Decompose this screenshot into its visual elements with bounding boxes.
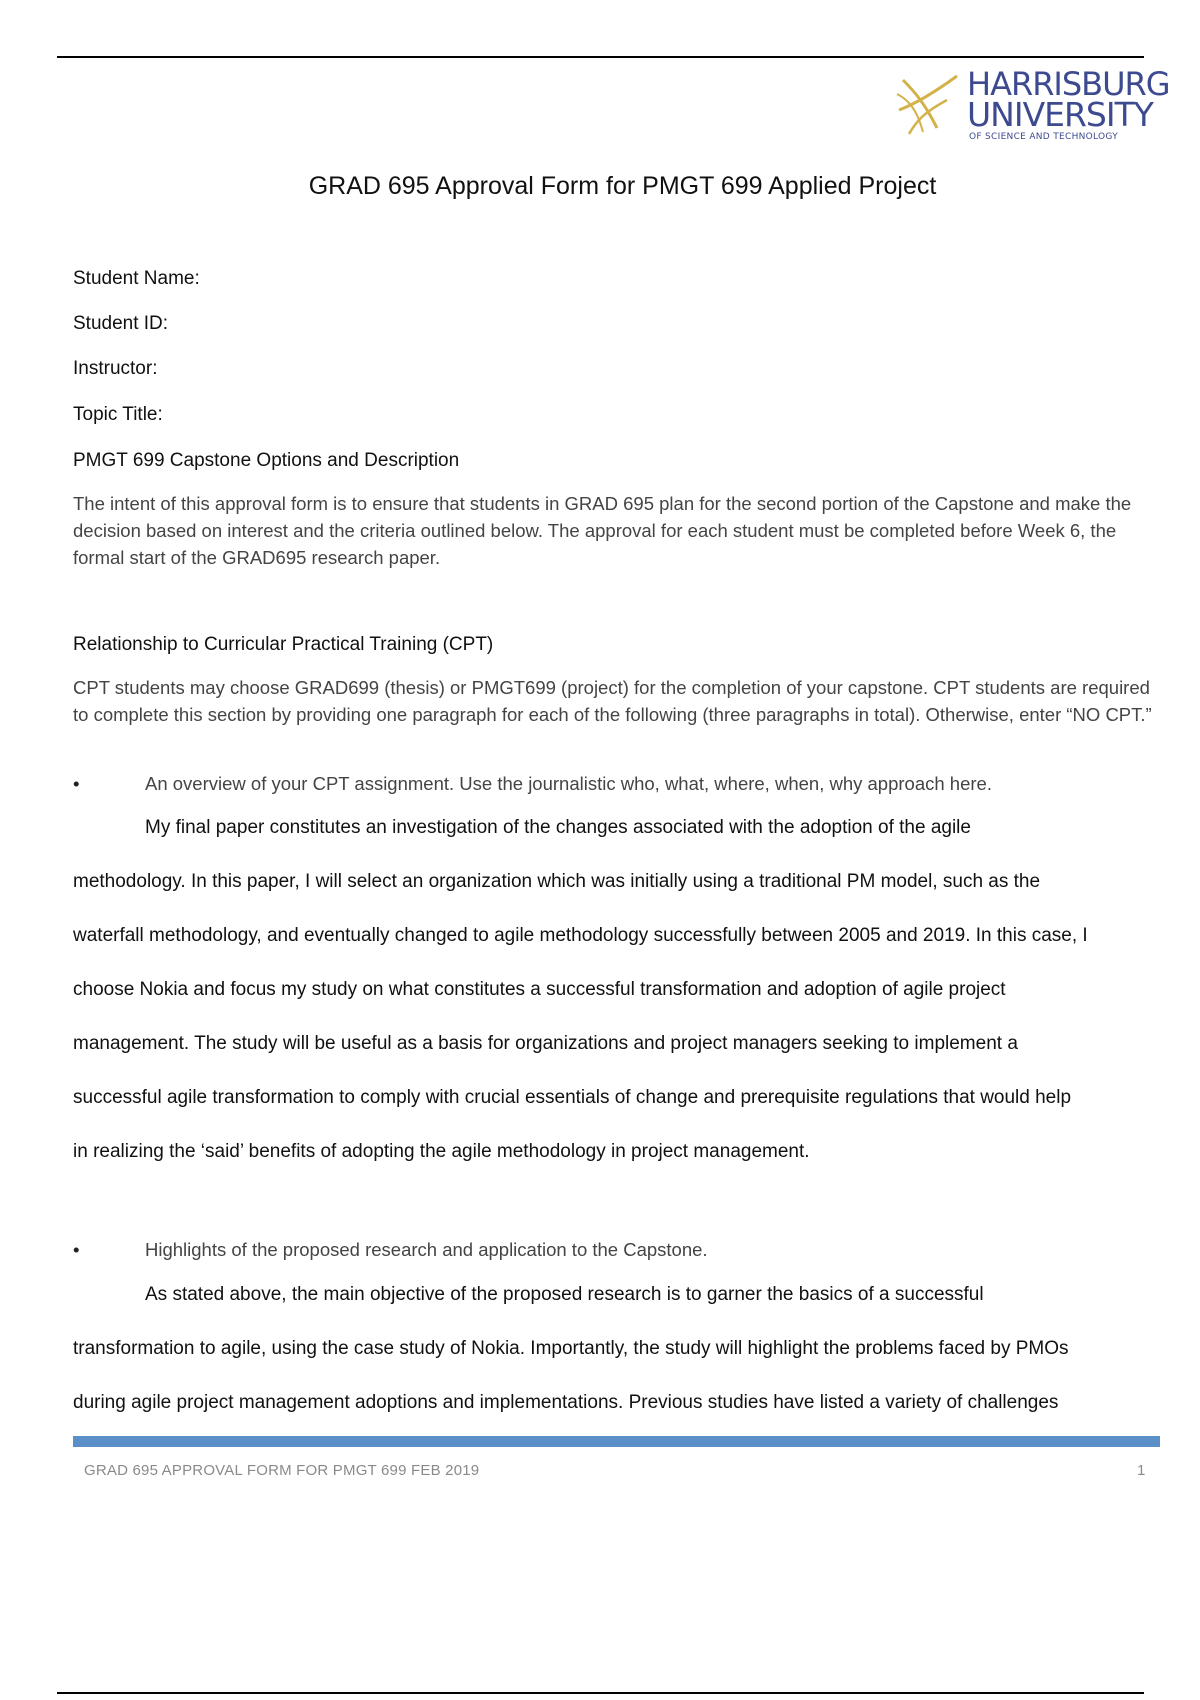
cpt-intro: CPT students may choose GRAD699 (thesis) or PMGT699 (project) for the completion of your capstone. CPT students are required to complete this section by providing one paragraph for each of the following (three paragraphs in total). Otherwise, enter “NO CPT.” (73, 677, 1152, 725)
answer-1-line: successful agile transformation to comply with crucial essentials of change and prerequisite regulations that would help (73, 1087, 1072, 1108)
answer-1-line: methodology. In this paper, I will select an organization which was initially using a traditional PM model, such as the (73, 871, 1041, 892)
logo-line-tagline: OF SCIENCE AND TECHNOLOGY (969, 132, 1119, 142)
instructor-label: Instructor: (73, 358, 158, 379)
options-heading: PMGT 699 Capstone Options and Description (73, 450, 460, 471)
logo-line-harrisburg: HARRISBURG (967, 65, 1170, 103)
bullet-text-2: Highlights of the proposed research and application to the Capstone. (145, 1239, 708, 1260)
cpt-heading: Relationship to Curricular Practical Training (CPT) (73, 634, 494, 655)
bottom-rule (57, 1692, 1144, 1694)
university-logo (895, 65, 1170, 148)
answer-1-line: management. The study will be useful as a basis for organizations and project managers seeking to implement a (73, 1033, 1018, 1054)
answer-1 (73, 816, 1173, 1194)
student-name-label: Student Name: (73, 268, 200, 289)
answer-1-line: in realizing the ‘said’ benefits of adopting the agile methodology in project management. (73, 1141, 810, 1162)
answer-2-line: during agile project management adoptions and implementations. Previous studies have listed a variety of challenges (73, 1392, 1059, 1413)
page-title: GRAD 695 Approval Form for PMGT 699 Applied Project (308, 172, 937, 200)
swoosh-logo-icon (895, 70, 965, 142)
options-intro: The intent of this approval form is to ensure that students in GRAD 695 plan for the second portion of the Capstone and make the decision based on interest and the criteria outlined below. The approval for each student must be completed before Week 6, the formal start of the GRAD695 research paper. (73, 493, 1132, 568)
student-id-label: Student ID: (73, 313, 169, 334)
topic-title-label: Topic Title: (73, 404, 163, 425)
page-number: 1 (1137, 1462, 1146, 1479)
answer-1-line: My final paper constitutes an investigation of the changes associated with the adoption of the agile (145, 817, 971, 838)
logo-line-university: UNIVERSITY (967, 95, 1153, 134)
answer-2-line: As stated above, the main objective of the proposed research is to garner the basics of a successful (145, 1284, 984, 1305)
footer-bar (73, 1436, 1160, 1447)
bullet-marker-1: • (73, 773, 80, 794)
answer-2 (73, 1283, 1173, 1445)
top-rule (57, 56, 1144, 58)
answer-1-line: waterfall methodology, and eventually changed to agile methodology successfully between 2005 and 2019. In this case, I (73, 925, 1088, 946)
answer-1-line: choose Nokia and focus my study on what constitutes a successful transformation and adoption of agile project (73, 979, 1006, 1000)
answer-2-line: transformation to agile, using the case study of Nokia. Importantly, the study will highlight the problems faced by PMOs (73, 1338, 1069, 1359)
bullet-text-1: An overview of your CPT assignment. Use the journalistic who, what, where, when, why approach here. (145, 773, 992, 794)
footer-title: GRAD 695 APPROVAL FORM FOR PMGT 699 FEB 2019 (84, 1462, 480, 1479)
bullet-marker-2: • (73, 1239, 80, 1260)
